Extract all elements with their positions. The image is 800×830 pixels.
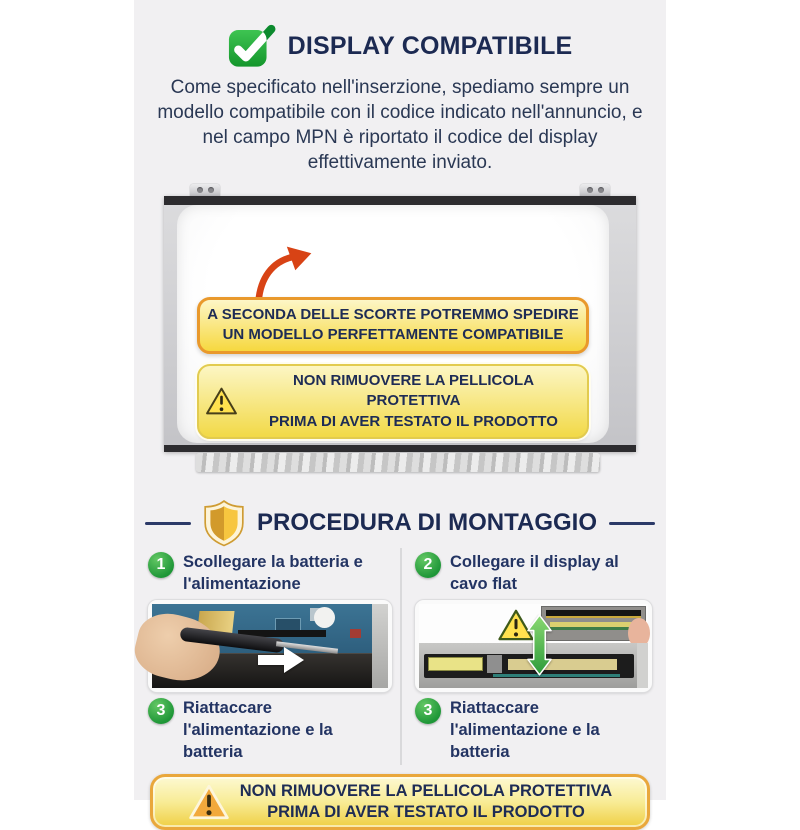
panel-screen-area [177,205,609,443]
chip [350,629,361,638]
film-banner-text [246,371,581,432]
warning-triangle-icon [205,386,238,416]
screw-hole [197,187,203,193]
warning-triangle-icon [188,783,230,821]
intro-text: Come specificato nell'inserzione, spediamo sempre un modello compatibile con il codice indicato nell'annuncio, e nel campo MPN è riportato il codice del display effettivamente inviato. [157,77,643,173]
board-marker [314,607,335,628]
page-title: DISPLAY COMPATIBILE [287,31,573,60]
connector-latch [487,655,502,673]
connector-inset-photo [541,606,646,641]
step-column-left [140,548,400,765]
right-arrow-icon [258,647,304,673]
step-3-right [415,697,652,763]
motherboard-photo [148,600,392,692]
header [228,24,573,68]
step-3-label: Riattaccare l'alimentazione e la batteria [183,699,333,761]
divider-right [609,522,655,525]
curved-arrow-icon [251,243,317,305]
chassis-edge [372,604,388,688]
step-3-label: Riattaccare l'alimentazione e la batteria [450,699,600,761]
step-3-badge: 3 [148,698,174,724]
film-banner-line1: NON RIMUOVERE LA PELLICOLA PROTETTIVA [292,372,535,410]
chassis-edge [637,643,648,688]
screw-hole [598,187,604,193]
step-1 [148,551,392,595]
step-3-left [148,697,392,763]
procedure-title: PROCEDURA DI MONTAGGIO [257,509,597,536]
film-banner-line2: PRIMA DI AVER TESTATO IL PRODOTTO [269,412,558,430]
display-connector [546,610,641,618]
step-2 [415,551,652,595]
content-column [134,0,666,821]
footer-warning-line1: NON RIMUOVERE LA PELLICOLA PROTETTIVA [239,782,613,800]
stock-notice-line2: UN MODELLO PERFETTAMENTE COMPATIBILE [222,326,564,344]
stock-notice-banner [197,297,589,354]
panel-body [164,196,636,452]
up-down-arrow-icon [527,609,552,681]
protective-film-banner [197,364,589,439]
step-1-label: Scollegare la batteria e l'alimentazione [183,553,363,593]
screw-hole [208,187,214,193]
panel-top-edge [164,196,636,205]
step-column-right [400,548,660,765]
divider-left [145,522,191,525]
check-icon [228,24,275,68]
step-1-badge: 1 [148,552,174,578]
step-3-badge: 3 [415,698,441,724]
step-2-badge: 2 [415,552,441,578]
flat-cable-photo [415,600,652,692]
flat-cable-right [508,659,618,670]
flat-cable-left [428,657,483,671]
procedure-header [145,500,655,546]
steps-grid [140,548,660,765]
step-2-label: Collegare il display al cavo flat [450,553,619,593]
lcd-panel-image [164,184,636,472]
pcb-strip [493,674,619,677]
flat-cable [550,622,633,630]
foil-strip [196,453,600,472]
screw-hole [587,187,593,193]
shield-icon [203,500,245,546]
footer-warning-line2: PRIMA DI AVER TESTATO IL PRODOTTO [267,803,585,821]
footer-warning-text [240,781,612,823]
stock-notice-line1: A SECONDA DELLE SCORTE POTREMMO SPEDIRE [207,306,579,323]
footer-warning-banner [150,774,650,830]
panel-bottom-edge [164,445,636,452]
